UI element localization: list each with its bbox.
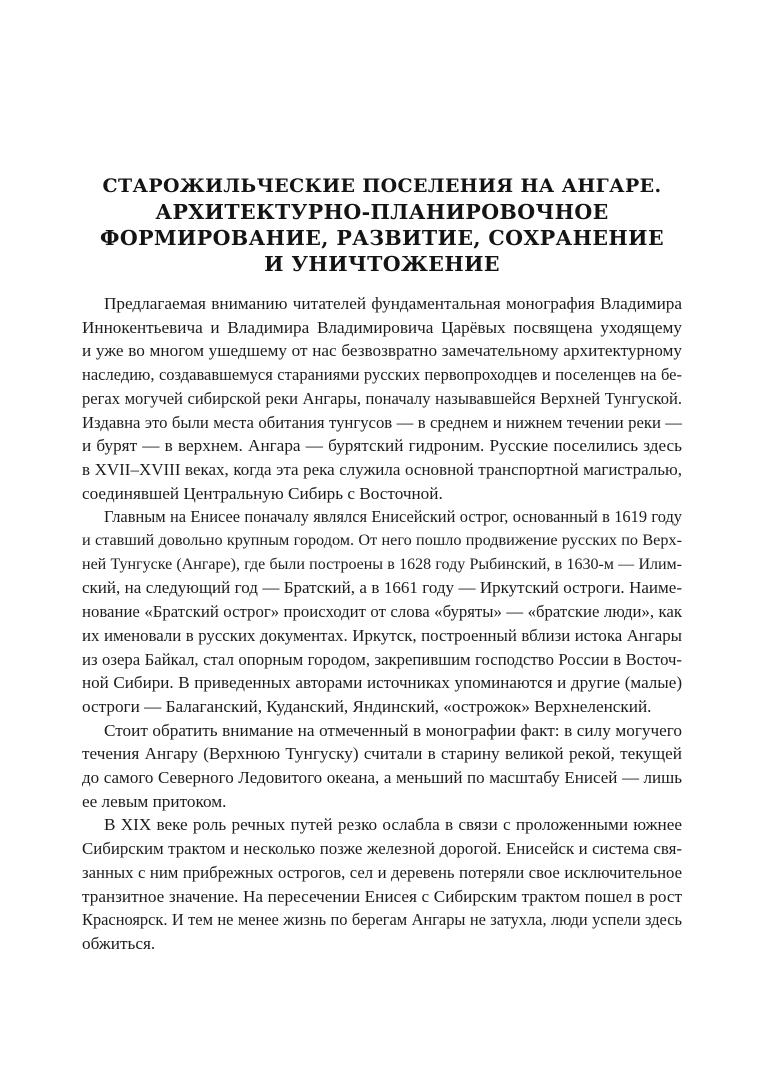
chapter-title-line: И УНИЧТОЖЕНИЕ xyxy=(264,252,500,276)
chapter-title-line: СТАРОЖИЛЬЧЕСКИЕ ПОСЕЛЕНИЯ НА АНГАРЕ. xyxy=(102,175,662,197)
text-line: и бурят — в верхнем. Ангара — бурятский гидроним. Русские поселились здесь xyxy=(82,436,682,456)
text-line: в XVII–XVIII веках, когда эта река служила основной транспортной магистралью, xyxy=(82,459,682,479)
text-line: В XIX веке роль речных путей резко ослабла в связи с проложенными южнее xyxy=(104,815,682,835)
body-text xyxy=(82,292,682,956)
text-line: соединявшей Центральную Сибирь с Восточной. xyxy=(82,483,443,503)
text-line: Стоит обратить внимание на отмеченный в монографии факт: в силу могучего xyxy=(104,720,682,740)
paragraph-1 xyxy=(82,292,682,505)
chapter-title-line: АРХИТЕКТУРНО-ПЛАНИРОВОЧНОЕ xyxy=(155,200,609,224)
paragraph-2 xyxy=(82,505,682,718)
text-line: и ставший довольно крупным городом. От него пошло продвижение русских по Верх- xyxy=(82,531,682,550)
text-line: ней Тунгуске (Ангаре), где были построены в 1628 году Рыбинский, в 1630-м — Илим- xyxy=(82,555,682,573)
chapter-title xyxy=(100,173,664,277)
text-line: наследию, создававшемуся стараниями русских первопроходцев и поселенцев на бе- xyxy=(82,365,682,385)
paragraph-4 xyxy=(82,813,682,955)
text-line: Красноярск. И тем не менее жизнь по берегам Ангары не затухла, люди успели здесь xyxy=(82,910,682,930)
text-line: транзитное значение. На пересечении Енисея с Сибирским трактом пошел в рост xyxy=(82,886,682,906)
text-line: до самого Северного Ледовитого океана, а меньший по масштабу Енисей — лишь xyxy=(82,768,682,788)
paragraph-3 xyxy=(82,719,682,814)
text-line: регах могучей сибирской реки Ангары, поначалу называвшейся Верхней Тунгуской. xyxy=(82,388,682,408)
text-line: из озера Байкал, стал опорным городом, закрепившим господство России в Восточ- xyxy=(82,649,682,669)
text-line: Сибирским трактом и несколько позже железной дорогой. Енисейск и система свя- xyxy=(82,839,682,859)
text-line: обжиться. xyxy=(82,933,156,953)
text-line: ский, на следующий год — Братский, а в 1661 году — Иркутский остроги. Наиме- xyxy=(82,578,682,598)
text-line: остроги — Балаганский, Куданский, Яндинский, «острожок» Верхнеленский. xyxy=(82,696,652,716)
text-line: нование «Братский острог» происходит от слова «буряты» — «братские люди», как xyxy=(82,602,682,622)
text-line: течения Ангару (Верхнюю Тунгуску) считали в старину великой рекой, текущей xyxy=(82,744,682,764)
text-line: и уже во многом ушедшему от нас безвозвратно замечательному архитектурному xyxy=(82,341,682,361)
text-line: Предлагаемая вниманию читателей фундаментальная монография Владимира xyxy=(104,294,682,313)
text-line: ной Сибири. В приведенных авторами источниках упоминаются и другие (малые) xyxy=(82,673,682,693)
text-line: занных с ним прибрежных острогов, сел и деревень потеряли свое исключительное xyxy=(82,862,682,882)
text-line: их именовали в русских документах. Иркутск, построенный вблизи истока Ангары xyxy=(82,625,682,645)
text-line: Издавна это были места обитания тунгусов — в среднем и нижнем течении реки — xyxy=(82,412,682,432)
chapter-title-line: ФОРМИРОВАНИЕ, РАЗВИТИЕ, СОХРАНЕНИЕ xyxy=(100,226,664,250)
text-line: ее левым притоком. xyxy=(82,791,227,811)
text-line: Иннокентьевича и Владимира Владимировича Царёвых посвящена уходящему xyxy=(82,317,682,337)
text-line: Главным на Енисее поначалу являлся Енисейский острог, основанный в 1619 году xyxy=(104,507,682,527)
